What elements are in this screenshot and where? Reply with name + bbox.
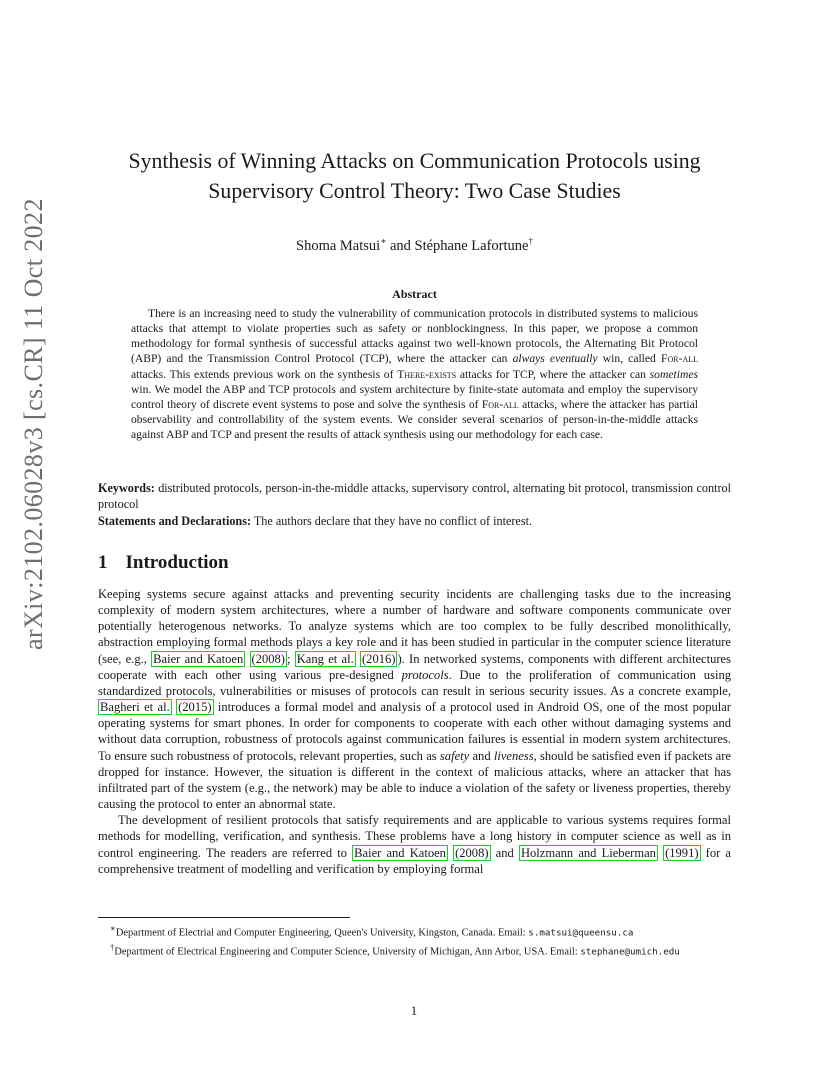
citation-link[interactable]: Holzmann and Lieberman (520, 845, 656, 860)
paragraph (98, 812, 731, 877)
footnote-divider (98, 917, 350, 918)
body-text-run: for a comprehensive treatment of modelling and verification by employing formal (98, 845, 732, 876)
title-block (98, 146, 731, 255)
title-line-2: Supervisory Control Theory: Two Case Studies (208, 179, 621, 203)
abstract-text: attacks, where the attacker has partial observability and controllability of the system events. We consider several scenarios of person-in-the-middle attacks against ABP and TCP and present the results of attack synthesis using our methodology for each case. (131, 397, 698, 442)
abstract-text: There is an increasing need to study the vulnerability of communication protocols in distributed systems to malicious attacks that attempt to violate properties such as safety or nonblockingness. In this paper, we propose a common methodology for formal synthesis of successful attacks against two well-known protocols, the Alternating Bit Protocol (ABP) and the Transmission Control Protocol (TCP), where the attacker can (131, 307, 698, 366)
citation-year-link[interactable]: (2015) (178, 700, 212, 715)
footnote-mark: ∗ (110, 923, 116, 933)
abstract-smallcaps: For-all (661, 352, 698, 366)
abstract-text: attacks for TCP, where the attacker can (456, 367, 650, 381)
keywords-text: distributed protocols, person-in-the-middle attacks, supervisory control, alternating bit protocol, transmission control protocol (98, 481, 731, 512)
footnotes (98, 921, 731, 960)
abstract-smallcaps: For-all (481, 397, 519, 411)
keywords-label: Keywords: (98, 481, 155, 495)
keywords-line (98, 480, 731, 512)
footnote-2 (98, 940, 731, 959)
author-matsui: Shoma Matsui (296, 237, 381, 254)
section-title: Introduction (125, 552, 229, 573)
abstract-text: attacks. This extends previous work on the synthesis of (131, 367, 398, 381)
page-number: 1 (410, 1003, 418, 1018)
citation-link[interactable]: Baier and Katoen (354, 845, 446, 860)
emphasis: protocols (401, 667, 449, 682)
email-link[interactable]: stephane@umich.edu (580, 946, 680, 958)
citation-link[interactable]: Kang et al. (296, 651, 354, 666)
abstract-body (131, 306, 698, 442)
citation-link[interactable]: Baier and Katoen (153, 651, 244, 666)
paragraph (98, 586, 731, 812)
body-text-run: Keeping systems secure against attacks and preventing security incidents are challenging tasks due to the increasing complexity of modern system architectures, where a number of hardware and software components communicate over potentially heterogenous networks. To analyze systems which are too complex to be fully described monolithically, abstraction employing formal methods plays a key role and it has been studied in particular in the computer science literature (see, e.g., (98, 587, 731, 666)
body-text-run: and (490, 845, 519, 860)
body-text-run: and (469, 748, 494, 763)
footnote-text: Department of Electrial and Computer Engineering, Queen's University, Kingston, Canada. Email: (115, 927, 529, 939)
statements-label: Statements and Declarations: (98, 514, 252, 528)
authors-conjunction: and (386, 237, 415, 254)
email-link[interactable]: s.matsui@queensu.ca (528, 927, 634, 939)
section-number: 1 (98, 552, 108, 573)
body-text-run: , should be satisfied even if packets are dropped for instance. However, the situation is different in the context of malicious attacks, where an attacker that has infiltrated part of the system (e.g., the network) may be able to induce a violation of the safety or liveness properties, thereby causing the protocol to enter an abnormal state. (98, 748, 732, 812)
footnote-text: Department of Electrical Engineering and Computer Science, University of Michigan, Ann Arbor, USA. Email: (114, 946, 581, 958)
citation-year-link[interactable]: (2008) (251, 651, 285, 666)
arxiv-identifier-stamp: arXiv:2102.06028v3 [cs.CR] 11 Oct 2022 (19, 198, 48, 650)
author-matsui-footnote-mark[interactable]: ∗ (380, 236, 387, 246)
section-heading-introduction (98, 552, 229, 574)
body-text-run: The development of resilient protocols that satisfy requirements and are applicable to various systems requires formal methods for modelling, verification, and synthesis. These problems have a long history in computer science as well as in control engineering. The readers are referred to (98, 813, 731, 860)
statements-text: The authors declare that they have no conflict of interest. (251, 514, 533, 528)
author-lafortune: Stéphane Lafortune (414, 237, 529, 254)
abstract-text: win, called (597, 352, 662, 366)
body-text-run: ). In networked systems, components with different architectures cooperate with each other using various pre-designed (98, 651, 731, 682)
abstract-smallcaps: There-exists (397, 367, 457, 381)
body-text-run: ; (286, 651, 295, 666)
author-lafortune-footnote-mark[interactable]: † (528, 236, 533, 246)
emphasis: liveness (493, 748, 534, 763)
body-text-run: introduces a formal model and analysis of a protocol used in Android OS, one of the most popular operating systems for smart phones. In order for components to cooperate with each other without damaging systems and without data corruption, robustness of protocols against communication failures is essential in modern system architectures. To ensure such robustness of protocols, relevant properties, such as (98, 700, 731, 763)
abstract-emphasis: sometimes (649, 367, 698, 381)
title-line-1: Synthesis of Winning Attacks on Communication Protocols using (128, 149, 701, 173)
citation-year-link[interactable]: (2008) (455, 845, 489, 860)
citation-year-link[interactable]: (2016) (362, 651, 396, 666)
statements-line (98, 513, 731, 529)
footnote-1 (98, 921, 731, 940)
introduction-body (98, 586, 731, 877)
abstract-text: win. We model the ABP and TCP protocols and system architecture by finite-state automata and employ the supervisory control theory of discrete event systems to pose and solve the synthesis of (131, 382, 698, 411)
body-text-run: . Due to the proliferation of communication using standardized protocols, vulnerabilities or misuses of protocols can result in serious security issues. As a concrete example, (98, 667, 731, 698)
abstract-emphasis: always eventually (512, 352, 598, 366)
citation-link[interactable]: Bagheri et al. (100, 700, 170, 715)
citation-year-link[interactable]: (1991) (665, 845, 699, 860)
emphasis: safety (439, 748, 470, 763)
paper-title (98, 146, 731, 206)
footnote-mark: † (110, 942, 115, 953)
abstract-heading: Abstract (392, 287, 437, 301)
authors (98, 236, 731, 255)
